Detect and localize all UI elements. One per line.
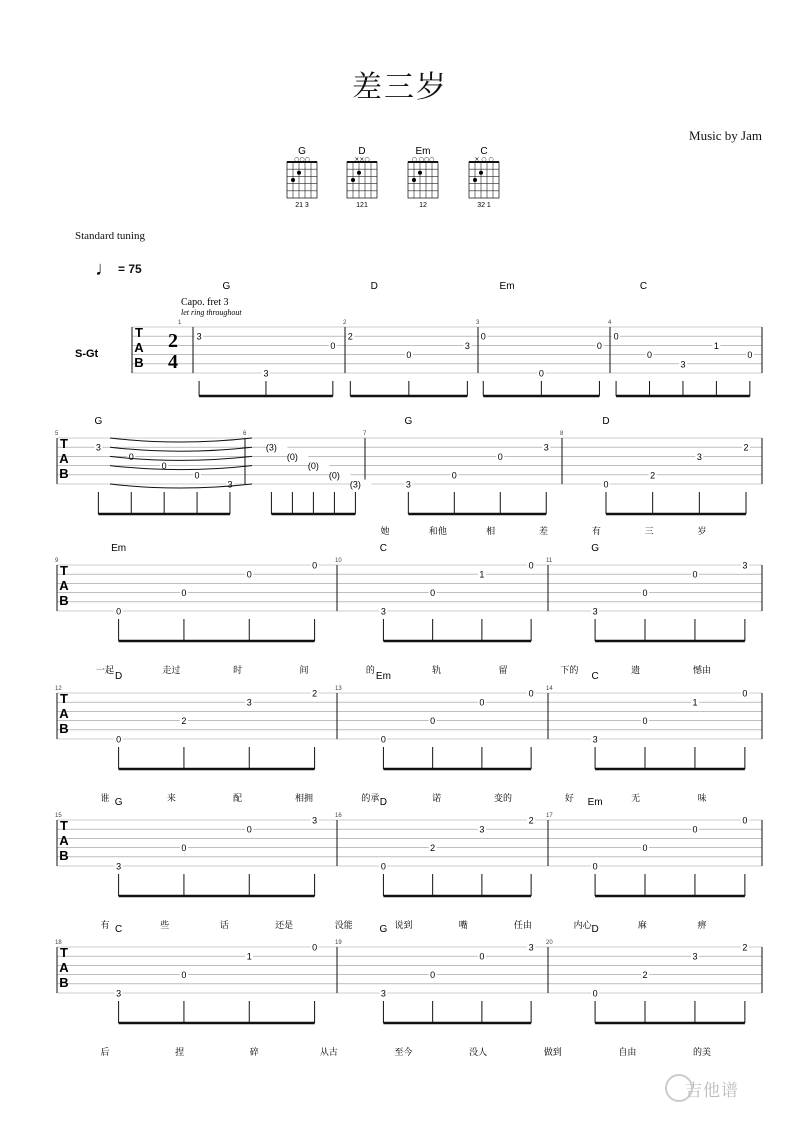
- chord-diagram-name: D: [358, 146, 366, 157]
- composer-credit: Music by Jam: [689, 128, 762, 143]
- fret-number: 3: [380, 988, 386, 999]
- fret-number: 0: [528, 560, 534, 571]
- lyric-syllable: 的: [365, 666, 375, 676]
- measure-number: 14: [546, 686, 553, 692]
- measure-number: 1: [178, 320, 182, 326]
- lyric-syllable: 诺: [432, 794, 442, 804]
- lyric-syllable: 谁: [100, 794, 110, 804]
- lyric-syllable: 轨: [432, 666, 442, 676]
- fret-number: 3: [680, 359, 686, 370]
- measure-number: 7: [363, 431, 367, 437]
- fret-number: 0: [642, 716, 648, 727]
- chord-symbol: D: [379, 797, 388, 808]
- fret-number: (0): [328, 470, 340, 481]
- fret-number: (0): [307, 461, 319, 472]
- string-markers: ○ ○○○: [411, 156, 435, 163]
- fret-number: 2: [650, 470, 656, 481]
- tab-clef-letter: A: [59, 833, 69, 848]
- fret-number: 0: [380, 734, 386, 745]
- fret-number: 3: [742, 560, 748, 571]
- chord-symbol: C: [591, 671, 599, 682]
- tab-clef-letter: A: [59, 451, 69, 466]
- finger-dot: [291, 178, 295, 182]
- fret-number: 0: [592, 988, 598, 999]
- quarter-note-icon: ♩: [95, 258, 115, 280]
- fret-number: 1: [713, 340, 719, 351]
- fret-number: 3: [479, 824, 485, 835]
- fret-number: 0: [747, 350, 753, 361]
- fret-number: 0: [246, 569, 252, 580]
- lyric-syllable: 味: [697, 794, 707, 804]
- fret-number: 3: [116, 988, 122, 999]
- lyric-syllable: 无: [631, 794, 641, 804]
- tab-clef-letter: B: [59, 466, 69, 481]
- lyric-syllable: 和他: [428, 527, 447, 537]
- fret-number: 3: [95, 442, 101, 453]
- lyric-syllable: 一起: [95, 666, 115, 676]
- chord-diagram-name: Em: [415, 146, 431, 157]
- fret-number: 1: [246, 951, 252, 962]
- measure-number: 9: [55, 558, 59, 564]
- chord-symbol: C: [114, 924, 123, 935]
- fret-number: 0: [430, 588, 436, 599]
- chord-symbol: G: [94, 416, 103, 427]
- fret-number: 0: [246, 824, 252, 835]
- chord-symbol: Em: [111, 543, 127, 554]
- fret-number: 0: [116, 734, 122, 745]
- fret-number: 3: [528, 942, 534, 953]
- fret-number: 2: [347, 331, 353, 342]
- chord-fingering: 32 1: [477, 202, 491, 209]
- fret-number: 0: [692, 824, 698, 835]
- lyric-syllable: 有: [100, 921, 110, 931]
- fret-number: 0: [647, 350, 653, 361]
- fret-number: 3: [696, 451, 702, 462]
- chord-symbol: D: [602, 416, 610, 427]
- fret-number: 2: [642, 970, 648, 981]
- fret-number: 0: [312, 560, 318, 571]
- chord-symbol: G: [379, 924, 388, 935]
- measure-number: 16: [335, 813, 342, 819]
- lyric-syllable: 内心: [573, 921, 592, 931]
- lyric-syllable: 没人: [469, 1048, 488, 1058]
- fret-number: 3: [405, 479, 411, 490]
- chord-symbol: G: [591, 543, 599, 554]
- tab-clef-letter: B: [134, 355, 144, 370]
- lyric-syllable: 话: [219, 921, 229, 931]
- lyric-syllable: 说到: [394, 921, 413, 931]
- finger-dot: [418, 171, 422, 175]
- time-signature-top: 2: [168, 330, 178, 352]
- string-markers: ○○○: [294, 156, 310, 163]
- lyric-syllable: 的美: [692, 1048, 712, 1058]
- chord-symbol: C: [639, 281, 648, 292]
- fret-number: 3: [246, 697, 252, 708]
- fret-number: 3: [227, 479, 233, 490]
- chord-symbol: D: [591, 924, 599, 935]
- lyric-syllable: 间: [299, 666, 309, 676]
- lyric-syllable: 配: [233, 794, 243, 804]
- tie: [110, 438, 252, 442]
- tab-clef-letter: T: [60, 691, 68, 706]
- lyric-syllable: 遗: [631, 666, 641, 676]
- watermark: [665, 1068, 800, 1108]
- lyric-syllable: 来: [166, 794, 176, 804]
- fret-number: 0: [603, 479, 609, 490]
- chord-symbol: C: [379, 543, 388, 554]
- measure-number: 3: [476, 320, 480, 326]
- fret-number: 0: [480, 331, 486, 342]
- fret-number: 3: [196, 331, 202, 342]
- lyric-syllable: 她: [380, 527, 390, 537]
- fret-number: 1: [479, 569, 485, 580]
- measure-number: 4: [608, 320, 612, 326]
- lyric-syllable: 憾由: [692, 666, 712, 676]
- lyric-syllable: 走过: [162, 666, 181, 676]
- finger-dot: [479, 171, 483, 175]
- measure-number: 10: [335, 558, 342, 564]
- chord-symbol: G: [222, 281, 231, 292]
- fret-number: 0: [538, 368, 544, 379]
- fret-number: 0: [497, 451, 503, 462]
- lyric-syllable: 些: [160, 921, 170, 931]
- lyric-syllable: 从古: [319, 1048, 338, 1058]
- watermark-text: 吉他谱: [685, 1081, 739, 1101]
- fret-number: 0: [742, 815, 748, 826]
- tab-clef-letter: T: [135, 325, 143, 340]
- fret-number: 2: [181, 716, 187, 727]
- lyric-syllable: 相拥: [294, 794, 314, 804]
- fret-number: 2: [430, 843, 436, 854]
- fret-number: 0: [312, 942, 318, 953]
- tab-clef-letter: A: [59, 960, 69, 975]
- finger-dot: [351, 178, 355, 182]
- lyric-syllable: 下的: [560, 666, 579, 676]
- tab-clef-letter: T: [60, 563, 68, 578]
- fret-number: 0: [692, 569, 698, 580]
- chord-fingering: 12: [419, 202, 427, 209]
- string-markers: × ○ ○: [474, 156, 494, 163]
- chord-symbol: Em: [587, 797, 603, 808]
- tab-clef-letter: T: [60, 436, 68, 451]
- chord-diagram-name: C: [480, 146, 488, 157]
- fret-number: 3: [592, 734, 598, 745]
- fret-number: 0: [128, 451, 134, 462]
- fret-number: 3: [543, 442, 549, 453]
- fret-number: 0: [742, 688, 748, 699]
- fret-number: 2: [312, 688, 318, 699]
- lyric-syllable: 自由: [618, 1048, 637, 1058]
- tab-clef-letter: B: [59, 848, 69, 863]
- fret-number: 3: [116, 861, 122, 872]
- tab-clef-letter: B: [59, 593, 69, 608]
- measure-number: 20: [546, 940, 553, 946]
- track-label: S-Gt: [75, 348, 99, 360]
- fret-number: 0: [181, 588, 187, 599]
- tab-clef-letter: A: [59, 706, 69, 721]
- fret-number: 0: [642, 843, 648, 854]
- lyric-syllable: 岁: [697, 527, 707, 537]
- chord-fingering: 21 3: [295, 202, 309, 209]
- measure-number: 15: [55, 813, 62, 819]
- lyric-syllable: 痹: [697, 921, 707, 931]
- lyric-syllable: 碎: [249, 1048, 259, 1058]
- fret-number: 0: [596, 340, 602, 351]
- time-signature-bottom: 4: [168, 351, 178, 373]
- tempo-value: = 75: [118, 262, 142, 276]
- chord-symbol: Em: [375, 671, 391, 682]
- song-title: 差三岁: [352, 70, 448, 105]
- chord-symbol: G: [114, 797, 123, 808]
- fret-number: (3): [265, 442, 277, 453]
- tie: [110, 447, 252, 451]
- fret-number: 0: [430, 716, 436, 727]
- measure-number: 6: [243, 431, 247, 437]
- fret-number: 3: [312, 815, 318, 826]
- fret-number: 3: [464, 340, 470, 351]
- lyric-syllable: 的承: [361, 794, 380, 804]
- fret-number: 0: [430, 970, 436, 981]
- chord-symbol: D: [370, 281, 378, 292]
- fret-number: 3: [592, 606, 598, 617]
- chord-symbol: D: [114, 671, 123, 682]
- fret-number: 3: [692, 951, 698, 962]
- fret-number: 0: [161, 461, 167, 472]
- lyric-syllable: 做到: [543, 1048, 562, 1058]
- tab-clef-letter: B: [59, 721, 69, 736]
- fret-number: (3): [349, 479, 361, 490]
- lyric-syllable: 还是: [275, 921, 294, 931]
- tie: [110, 466, 252, 470]
- string-markers: ××○: [354, 156, 370, 163]
- measure-number: 19: [335, 940, 342, 946]
- fret-number: 2: [743, 442, 749, 453]
- fret-number: 0: [528, 688, 534, 699]
- capo-marking: Capo. fret 3: [181, 297, 229, 308]
- fret-number: 0: [181, 970, 187, 981]
- fret-number: 0: [330, 340, 336, 351]
- finger-dot: [357, 171, 361, 175]
- fret-number: 0: [194, 470, 200, 481]
- lyric-syllable: 任由: [513, 921, 532, 931]
- fret-number: 2: [528, 815, 534, 826]
- tab-clef-letter: B: [59, 975, 69, 990]
- measure-number: 11: [546, 558, 553, 564]
- measure-number: 8: [560, 431, 564, 437]
- finger-dot: [473, 178, 477, 182]
- lyric-syllable: 没能: [334, 921, 353, 931]
- fret-number: 0: [116, 606, 122, 617]
- tuning-label: Standard tuning: [75, 230, 145, 242]
- fret-number: 3: [380, 606, 386, 617]
- fret-number: 1: [692, 697, 698, 708]
- chord-diagram-name: G: [298, 146, 306, 157]
- measure-number: 12: [55, 686, 62, 692]
- finger-dot: [297, 171, 301, 175]
- measure-number: 5: [55, 431, 59, 437]
- tab-clef-letter: A: [59, 578, 69, 593]
- chord-symbol: G: [404, 416, 413, 427]
- fret-number: 0: [380, 861, 386, 872]
- finger-dot: [412, 178, 416, 182]
- fret-number: 3: [263, 368, 269, 379]
- lyric-syllable: 嘴: [458, 921, 468, 931]
- measure-number: 18: [55, 940, 62, 946]
- tab-clef-letter: T: [60, 945, 68, 960]
- lyric-syllable: 有: [591, 527, 601, 537]
- lyric-syllable: 好: [564, 794, 574, 804]
- let-ring-marking: let ring throughout: [181, 308, 242, 317]
- fret-number: 0: [406, 350, 412, 361]
- fret-number: 0: [479, 951, 485, 962]
- lyric-syllable: 差: [538, 527, 549, 537]
- fret-number: 0: [181, 843, 187, 854]
- lyric-syllable: 后: [100, 1048, 110, 1058]
- measure-number: 13: [335, 686, 342, 692]
- lyric-syllable: 变的: [493, 794, 513, 804]
- lyric-syllable: 捏: [175, 1048, 185, 1058]
- tab-clef-letter: A: [134, 340, 144, 355]
- tab-clef-letter: T: [60, 818, 68, 833]
- fret-number: 0: [642, 588, 648, 599]
- fret-number: 2: [742, 942, 748, 953]
- fret-number: 0: [479, 697, 485, 708]
- chord-symbol: Em: [499, 281, 515, 292]
- lyric-syllable: 时: [233, 666, 243, 676]
- lyric-syllable: 三: [644, 527, 654, 537]
- fret-number: 0: [451, 470, 457, 481]
- fret-number: (0): [286, 451, 298, 462]
- chord-fingering: 121: [356, 202, 368, 209]
- lyric-syllable: 相: [486, 527, 496, 537]
- fret-number: 0: [613, 331, 619, 342]
- measure-number: 17: [546, 813, 553, 819]
- fret-number: 0: [592, 861, 598, 872]
- measure-number: 2: [343, 320, 347, 326]
- lyric-syllable: 留: [498, 666, 508, 676]
- lyric-syllable: 至今: [394, 1048, 413, 1058]
- lyric-syllable: 麻: [637, 921, 647, 931]
